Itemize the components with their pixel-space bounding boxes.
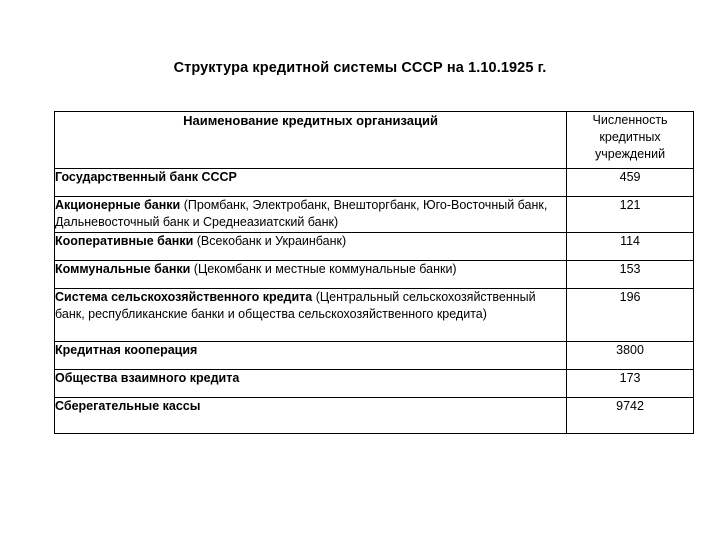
table-row	[55, 289, 694, 342]
header-organization-name: Наименование кредитных организаций	[55, 112, 567, 169]
table-row	[55, 169, 694, 197]
table-row	[55, 342, 694, 370]
organization-details: (Всекобанк и Украинбанк)	[193, 234, 347, 248]
institution-count: 3800	[567, 342, 694, 370]
institution-count: 9742	[567, 398, 694, 434]
table-row	[55, 261, 694, 289]
table-row	[55, 197, 694, 233]
organization-details: (Центральный сельскохозяйственный банк, республиканские банки и общества сельскохозяйственного кредита)	[55, 290, 536, 321]
table-row	[55, 398, 694, 434]
organization-name-cell	[55, 342, 567, 370]
organization-name-cell	[55, 398, 567, 434]
institution-count: 121	[567, 197, 694, 233]
table-row	[55, 370, 694, 398]
organization-name: Государственный банк СССР	[55, 170, 237, 184]
institution-count: 196	[567, 289, 694, 342]
organization-name-cell	[55, 261, 567, 289]
organization-name: Коммунальные банки	[55, 262, 191, 276]
organization-name: Сберегательные кассы	[55, 399, 201, 413]
organization-name: Акционерные банки	[55, 198, 181, 212]
table-row	[55, 233, 694, 261]
page-title: Структура кредитной системы СССР на 1.10.1925 г.	[173, 60, 547, 76]
credit-system-table	[54, 111, 694, 434]
organization-name-cell	[55, 233, 567, 261]
organization-name-cell	[55, 289, 567, 342]
institution-count: 153	[567, 261, 694, 289]
organization-name-cell	[55, 197, 567, 233]
institution-count: 114	[567, 233, 694, 261]
organization-details: (Промбанк, Электробанк, Внешторгбанк, Юго-Восточный банк, Дальневосточный банк и Среднеазиатский банк)	[55, 198, 548, 229]
institution-count: 173	[567, 370, 694, 398]
table-header-row	[55, 112, 694, 169]
organization-name-cell	[55, 370, 567, 398]
organization-details: (Цекомбанк и местные коммунальные банки)	[190, 262, 457, 276]
header-institution-count: Численность кредитных учреждений	[567, 112, 694, 169]
organization-name: Общества взаимного кредита	[55, 371, 240, 385]
organization-name: Система сельскохозяйственного кредита	[55, 290, 313, 304]
organization-name: Кредитная кооперация	[55, 343, 198, 357]
organization-name: Кооперативные банки	[55, 234, 194, 248]
organization-name-cell	[55, 169, 567, 197]
institution-count: 459	[567, 169, 694, 197]
